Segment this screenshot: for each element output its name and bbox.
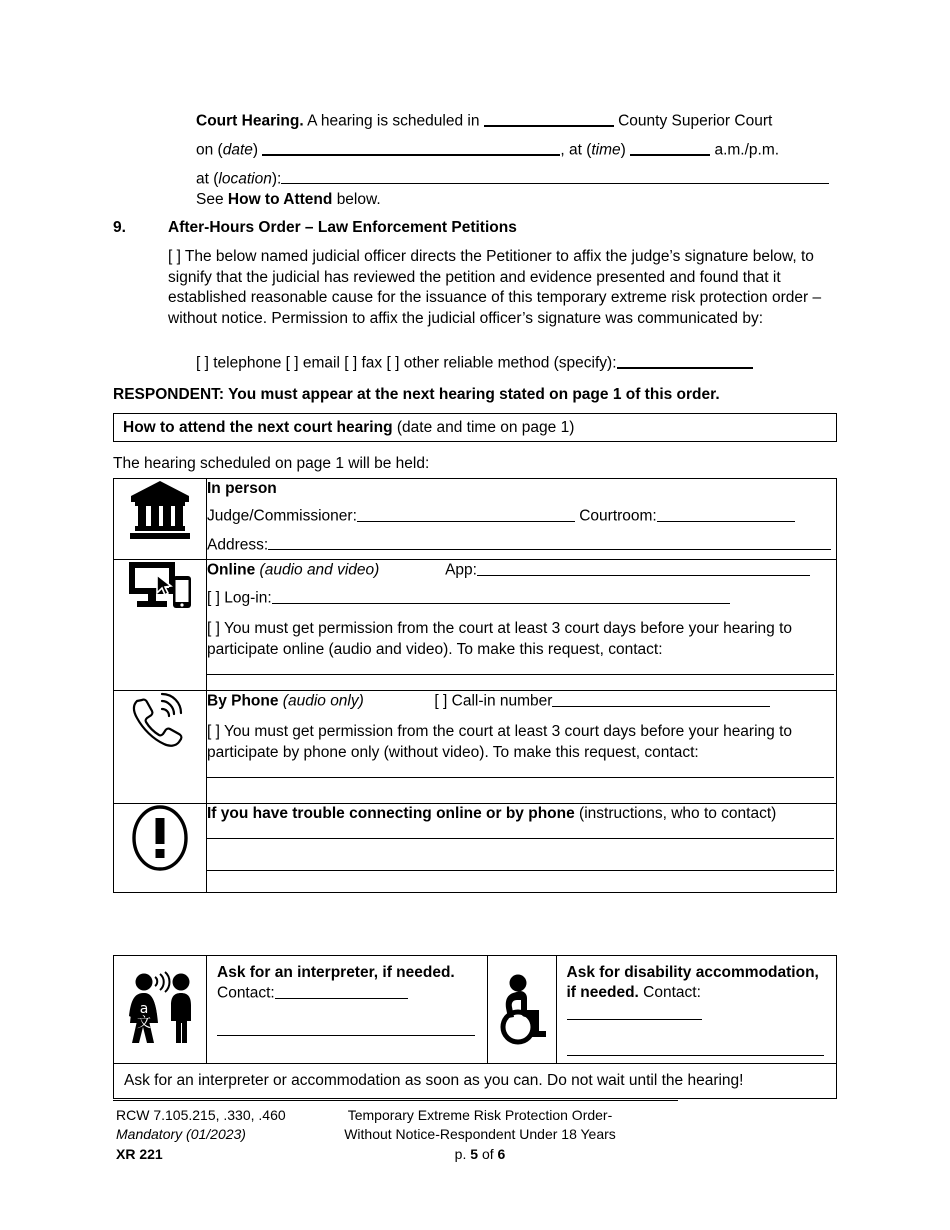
- footer-mandatory: Mandatory (01/2023): [116, 1126, 246, 1143]
- table-row-trouble: [114, 804, 837, 893]
- footer-left-block: [116, 1106, 286, 1164]
- see-suffix: below.: [336, 190, 381, 208]
- location-fill-line[interactable]: [281, 169, 829, 185]
- in-person-icon-cell: [114, 479, 207, 560]
- page-current: 5: [470, 1145, 479, 1162]
- section-9-body: [168, 247, 840, 329]
- footer-title-line-2: Without Notice-Respondent Under 18 Years: [344, 1126, 616, 1143]
- county-suffix: County Superior Court: [618, 112, 773, 130]
- judge-courtroom-line: [207, 506, 836, 527]
- section-9-title: After-Hours Order – Law Enforcement Petitions: [168, 219, 517, 236]
- footer-form-code: XR 221: [116, 1145, 163, 1162]
- online-content-cell: [207, 560, 837, 691]
- in-person-content-cell: [207, 479, 837, 560]
- trouble-fill-line-1[interactable]: [207, 838, 834, 839]
- interpreter-contact-label: Contact:: [217, 985, 275, 1003]
- footer-rcw: RCW 7.105.215, .330, .460: [116, 1107, 286, 1123]
- county-fill-line[interactable]: [484, 110, 614, 127]
- trouble-fill-line-2[interactable]: [207, 870, 834, 871]
- svg-text:文: 文: [137, 1014, 151, 1031]
- wheelchair-icon: [488, 974, 556, 1046]
- trouble-icon-cell: [114, 804, 207, 893]
- final-note-text: Ask for an interpreter or accommodation as soon as you can. Do not wait until the hearing!: [124, 1072, 744, 1090]
- login-line: [207, 588, 836, 609]
- court-hearing-line-4: [196, 190, 846, 211]
- online-permission-note: [207, 619, 836, 660]
- disability-content-cell: [556, 956, 837, 1064]
- trouble-title-normal: (instructions, who to contact): [579, 805, 777, 822]
- other-checkbox[interactable]: [ ]: [386, 354, 400, 372]
- location-colon: ):: [271, 170, 282, 188]
- court-hearing-line-1: [196, 110, 846, 132]
- login-fill-line[interactable]: [272, 588, 730, 604]
- online-icon-cell: [114, 560, 207, 691]
- judge-label: Judge/Commissioner:: [207, 508, 357, 526]
- by-phone-title-text: By Phone: [207, 692, 279, 710]
- section-9-number: 9.: [113, 219, 126, 236]
- courthouse-icon: [114, 479, 206, 539]
- interpreter-title-text: Ask for an interpreter, if needed.: [217, 964, 455, 981]
- footer-divider: [113, 1100, 678, 1101]
- telephone-icon: [114, 691, 206, 751]
- disability-title-text-1: Ask for disability accommodation,: [566, 964, 819, 981]
- time-fill-line[interactable]: [630, 139, 710, 156]
- online-title-line: [207, 560, 836, 581]
- disability-contact-fill-line[interactable]: [567, 1004, 702, 1020]
- fax-checkbox[interactable]: [ ]: [344, 354, 358, 372]
- disability-fill-line-2[interactable]: [567, 1055, 825, 1056]
- table-row-final-note: [114, 1064, 837, 1099]
- page-total: 6: [497, 1145, 506, 1162]
- email-checkbox[interactable]: [ ]: [285, 354, 299, 372]
- ampm-label: a.m./p.m.: [714, 142, 780, 160]
- disability-title-line-1: [567, 963, 827, 983]
- page-prefix: p.: [454, 1145, 467, 1162]
- disability-title-text-2: if needed.: [566, 984, 639, 1002]
- online-title-italic: (audio and video): [259, 561, 380, 579]
- interpreter-accommodation-table: [113, 955, 837, 1099]
- court-hearing-lead: A hearing is scheduled in: [307, 112, 480, 130]
- respondent-notice: RESPONDENT: You must appear at the next hearing stated on page 1 of this order.: [113, 386, 720, 403]
- exclamation-icon: [114, 804, 206, 872]
- interpreter-content-cell: [207, 956, 488, 1064]
- by-phone-contact-fill-line[interactable]: [207, 777, 834, 778]
- banner-normal-text: (date and time on page 1): [396, 418, 575, 436]
- at-location-label: at (: [196, 170, 219, 188]
- date-italic: date: [222, 142, 253, 160]
- by-phone-icon-cell: [114, 691, 207, 804]
- court-hearing-label: Court Hearing.: [196, 112, 304, 130]
- how-to-attend-bold: How to Attend: [227, 190, 333, 208]
- table-row-online: [114, 560, 837, 691]
- location-italic: location: [218, 170, 272, 188]
- hearing-held-line: The hearing scheduled on page 1 will be held:: [113, 455, 430, 472]
- disability-contact-label: Contact:: [643, 984, 701, 1002]
- page-of: of: [481, 1145, 494, 1162]
- callin-label: Call-in number: [451, 692, 553, 710]
- callin-fill-line[interactable]: [552, 691, 770, 707]
- footer-page-number: [290, 1145, 670, 1164]
- disability-title-line-2: [567, 983, 827, 1025]
- trouble-title-line: [207, 804, 836, 824]
- interpreter-icon-cell: [114, 956, 207, 1064]
- on-date-label: on (: [196, 142, 223, 160]
- online-permission-text: You must get permission from the court at least 3 court days before your hearing to participate online (audio and video). To make this request, contact:: [207, 620, 793, 658]
- login-checkbox[interactable]: [ ]: [207, 589, 220, 607]
- footer-title-line-1: Temporary Extreme Risk Protection Order-: [347, 1107, 613, 1123]
- other-method-fill-line[interactable]: [617, 352, 753, 369]
- how-to-attend-table: [113, 478, 837, 893]
- online-permission-checkbox[interactable]: [ ]: [207, 620, 220, 638]
- by-phone-title-line: [207, 691, 836, 712]
- by-phone-title-italic: (audio only): [282, 692, 364, 710]
- interpreter-contact-line: [217, 983, 477, 1004]
- by-phone-content-cell: [207, 691, 837, 804]
- section-9-methods-line: [196, 352, 846, 374]
- telephone-checkbox[interactable]: [ ]: [196, 354, 209, 372]
- section-9-checkbox[interactable]: [ ]: [168, 248, 181, 265]
- app-label: App:: [445, 561, 477, 579]
- table-row-by-phone: [114, 691, 837, 804]
- footer-center-block: [290, 1106, 670, 1164]
- in-person-title: [207, 479, 836, 499]
- login-label: Log-in:: [224, 589, 272, 607]
- court-hearing-paragraph: [196, 110, 846, 211]
- online-contact-fill-line[interactable]: [207, 674, 834, 675]
- trouble-title-bold: If you have trouble connecting online or by phone: [207, 805, 575, 822]
- final-note-cell: [114, 1064, 837, 1099]
- court-hearing-line-3: [196, 169, 846, 190]
- judge-fill-line[interactable]: [357, 506, 575, 522]
- comma-at-label: , at (: [560, 142, 592, 160]
- email-label: email: [302, 354, 340, 372]
- svg-text:a: a: [139, 1000, 149, 1017]
- courtroom-label: Courtroom:: [579, 508, 657, 526]
- date-fill-line[interactable]: [262, 139, 560, 156]
- monitor-phone-icon: [114, 560, 206, 612]
- section-9-body-text: The below named judicial officer directs the Petitioner to affix the judge’s signature below, to signify that the judicial has reviewed the petition and evidence presented and found that it established reasonable cause for the issuance of this temporary extreme risk protection order – without notice. Permission to affix the judicial officer’s signature was communicated by:: [168, 248, 822, 327]
- telephone-label: telephone: [213, 354, 282, 372]
- fax-label: fax: [361, 354, 383, 372]
- in-person-title-text: In person: [207, 480, 277, 497]
- online-title-text: Online: [207, 561, 256, 579]
- other-method-label: other reliable method (specify):: [403, 354, 617, 372]
- address-fill-line[interactable]: [268, 535, 831, 551]
- court-hearing-line-2: on (date) , at (time) a.m./p.m.: [196, 139, 846, 161]
- disability-icon-cell: [487, 956, 556, 1064]
- interpreter-fill-line-2[interactable]: [217, 1035, 475, 1036]
- callin-checkbox[interactable]: [ ]: [434, 692, 448, 710]
- how-to-attend-banner: [113, 413, 837, 442]
- interpreter-title: [217, 963, 477, 983]
- app-fill-line[interactable]: [477, 560, 810, 576]
- interpreter-contact-fill-line[interactable]: [275, 983, 408, 999]
- by-phone-permission-note: [207, 722, 836, 763]
- by-phone-permission-text: You must get permission from the court at least 3 court days before your hearing to participate by phone only (without video). To make this request, contact:: [207, 723, 793, 761]
- by-phone-permission-checkbox[interactable]: [ ]: [207, 723, 220, 741]
- address-label: Address:: [207, 536, 269, 554]
- see-prefix: See: [196, 190, 224, 208]
- interpreter-icon: [114, 971, 206, 1049]
- time-italic: time: [591, 142, 621, 160]
- trouble-content-cell: [207, 804, 837, 893]
- courtroom-fill-line[interactable]: [657, 506, 795, 522]
- banner-bold-text: How to attend the next court hearing: [123, 418, 393, 436]
- table-row-in-person: [114, 479, 837, 560]
- table-row-interpreter: [114, 956, 837, 1064]
- address-line: [207, 535, 836, 556]
